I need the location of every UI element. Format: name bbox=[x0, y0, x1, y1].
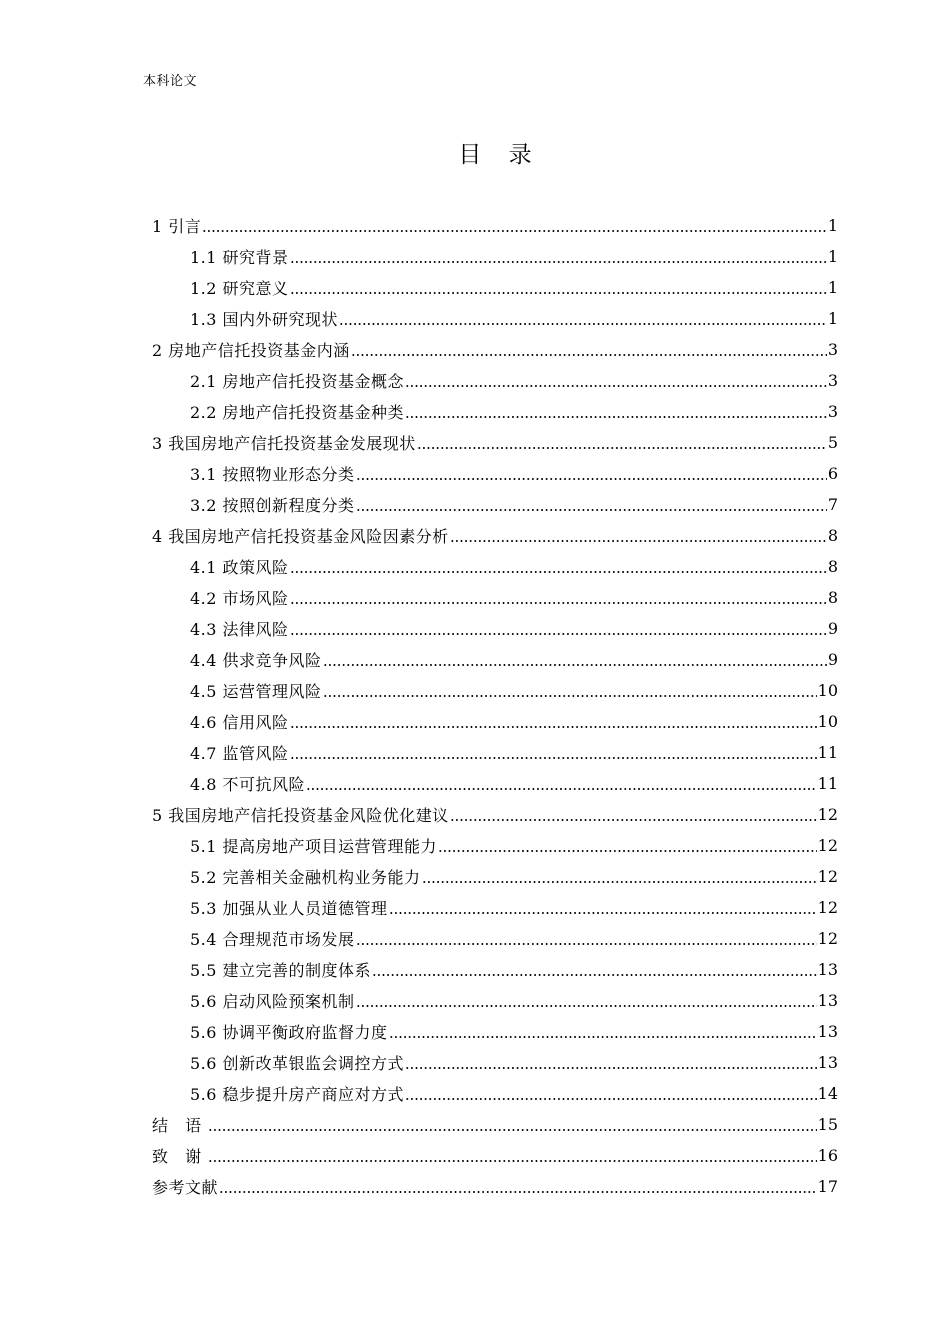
toc-page-number: 1 bbox=[827, 247, 838, 266]
toc-dot-leader bbox=[290, 633, 827, 635]
toc-entry[interactable] bbox=[152, 830, 838, 861]
toc-entry-label: 参考文献 bbox=[152, 1178, 219, 1197]
toc-entry[interactable] bbox=[152, 799, 838, 830]
toc-dot-leader bbox=[356, 1005, 817, 1007]
toc-dot-leader bbox=[290, 292, 827, 294]
toc-entry[interactable] bbox=[152, 458, 838, 489]
toc-entry-label: 4.2 市场风险 bbox=[190, 589, 289, 608]
toc-page-number: 3 bbox=[827, 340, 838, 359]
toc-entry-label: 3 我国房地产信托投资基金发展现状 bbox=[152, 434, 416, 453]
toc-title: 目 录 bbox=[458, 142, 542, 168]
toc-page-number: 12 bbox=[817, 805, 838, 824]
toc-dot-leader bbox=[450, 819, 817, 821]
toc-entry[interactable] bbox=[152, 1171, 838, 1202]
toc-dot-leader bbox=[290, 602, 827, 604]
toc-dot-leader bbox=[306, 788, 817, 790]
toc-entry[interactable] bbox=[152, 1109, 838, 1140]
toc-dot-leader bbox=[219, 1191, 817, 1193]
toc-dot-leader bbox=[405, 1067, 817, 1069]
toc-page-number: 1 bbox=[827, 309, 838, 328]
toc-dot-leader bbox=[389, 912, 817, 914]
toc-page-number: 13 bbox=[817, 991, 838, 1010]
toc-page-number: 14 bbox=[817, 1084, 838, 1103]
toc-entry-label: 1 引言 bbox=[152, 217, 202, 236]
toc-entry-label: 5.6 协调平衡政府监督力度 bbox=[190, 1023, 388, 1042]
toc-dot-leader bbox=[450, 540, 827, 542]
toc-entry[interactable] bbox=[152, 768, 838, 799]
toc-page-number: 3 bbox=[827, 402, 838, 421]
toc-entry-label: 4.8 不可抗风险 bbox=[190, 775, 306, 794]
toc-page-number: 3 bbox=[827, 371, 838, 390]
toc-entry[interactable] bbox=[152, 272, 838, 303]
toc-dot-leader bbox=[372, 974, 817, 976]
toc-page-number: 8 bbox=[827, 526, 838, 545]
toc-entry-label: 2.2 房地产信托投资基金种类 bbox=[190, 403, 405, 422]
toc-dot-leader bbox=[389, 1036, 817, 1038]
toc-dot-leader bbox=[208, 1129, 817, 1131]
toc-page-number: 6 bbox=[827, 464, 838, 483]
toc-entry-label: 3.2 按照创新程度分类 bbox=[190, 496, 355, 515]
toc-dot-leader bbox=[323, 664, 827, 666]
toc-entry[interactable] bbox=[152, 1016, 838, 1047]
toc-entry-label: 5.3 加强从业人员道德管理 bbox=[190, 899, 388, 918]
toc-entry-label: 4.1 政策风险 bbox=[190, 558, 289, 577]
toc-entry[interactable] bbox=[152, 582, 838, 613]
toc-entry-label: 4.7 监管风险 bbox=[190, 744, 289, 763]
toc-page-number: 5 bbox=[827, 433, 838, 452]
toc-entry-label: 4.3 法律风险 bbox=[190, 620, 289, 639]
toc-dot-leader bbox=[208, 1160, 817, 1162]
toc-entry[interactable] bbox=[152, 892, 838, 923]
toc-entry-label: 5.2 完善相关金融机构业务能力 bbox=[190, 868, 421, 887]
toc-dot-leader bbox=[356, 478, 827, 480]
toc-entry-label: 5 我国房地产信托投资基金风险优化建议 bbox=[152, 806, 449, 825]
toc-page-number: 12 bbox=[817, 898, 838, 917]
toc-dot-leader bbox=[356, 509, 827, 511]
toc-entry[interactable] bbox=[152, 644, 838, 675]
toc-page-number: 11 bbox=[817, 774, 838, 793]
toc-dot-leader bbox=[290, 571, 827, 573]
toc-page-number: 9 bbox=[827, 650, 838, 669]
toc-page-number: 10 bbox=[817, 681, 838, 700]
toc-entry[interactable] bbox=[152, 613, 838, 644]
toc-entry-label: 2 房地产信托投资基金内涵 bbox=[152, 341, 350, 360]
toc-entry-label: 4 我国房地产信托投资基金风险因素分析 bbox=[152, 527, 449, 546]
toc-entry-label: 4.5 运营管理风险 bbox=[190, 682, 322, 701]
toc-entry-label: 2.1 房地产信托投资基金概念 bbox=[190, 372, 405, 391]
toc-entry[interactable] bbox=[152, 334, 838, 365]
toc-page-number: 16 bbox=[817, 1146, 838, 1165]
running-header: 本科论文 bbox=[143, 74, 198, 89]
toc-dot-leader bbox=[323, 695, 817, 697]
toc-dot-leader bbox=[438, 850, 817, 852]
toc-entry-label: 5.6 稳步提升房产商应对方式 bbox=[190, 1085, 405, 1104]
toc-dot-leader bbox=[356, 943, 817, 945]
toc-page-number: 17 bbox=[817, 1177, 838, 1196]
toc-page-number: 11 bbox=[817, 743, 838, 762]
toc-entry[interactable] bbox=[152, 489, 838, 520]
toc-entry[interactable] bbox=[152, 675, 838, 706]
toc-dot-leader bbox=[417, 447, 827, 449]
toc-entry[interactable] bbox=[152, 396, 838, 427]
toc-entry-label: 1.2 研究意义 bbox=[190, 279, 289, 298]
toc-page-number: 1 bbox=[827, 216, 838, 235]
toc-entry[interactable] bbox=[152, 210, 838, 241]
toc-page-number: 13 bbox=[817, 1053, 838, 1072]
toc-entry[interactable] bbox=[152, 985, 838, 1016]
toc-entry[interactable] bbox=[152, 1140, 838, 1171]
toc-entry-label: 1.1 研究背景 bbox=[190, 248, 289, 267]
toc-entry-label: 1.3 国内外研究现状 bbox=[190, 310, 339, 329]
toc-entry-label: 5.6 启动风险预案机制 bbox=[190, 992, 355, 1011]
toc-dot-leader bbox=[290, 757, 817, 759]
toc-dot-leader bbox=[290, 726, 817, 728]
toc-dot-leader bbox=[405, 416, 827, 418]
toc-page-number: 1 bbox=[827, 278, 838, 297]
toc-page-number: 9 bbox=[827, 619, 838, 638]
toc-dot-leader bbox=[422, 881, 817, 883]
toc-entry-label: 5.1 提高房地产项目运营管理能力 bbox=[190, 837, 438, 856]
toc-entry-label: 5.4 合理规范市场发展 bbox=[190, 930, 355, 949]
toc-entry-label: 5.5 建立完善的制度体系 bbox=[190, 961, 372, 980]
toc-page-number: 13 bbox=[817, 960, 838, 979]
toc-page-number: 8 bbox=[827, 588, 838, 607]
toc-entry-label: 5.6 创新改革银监会调控方式 bbox=[190, 1054, 405, 1073]
toc-dot-leader bbox=[290, 261, 827, 263]
toc-entry[interactable] bbox=[152, 520, 838, 551]
toc-entry[interactable] bbox=[152, 427, 838, 458]
toc-entry[interactable] bbox=[152, 1047, 838, 1078]
toc-page-number: 15 bbox=[817, 1115, 838, 1134]
toc-entry[interactable] bbox=[152, 241, 838, 272]
toc-entry[interactable] bbox=[152, 861, 838, 892]
toc-entry[interactable] bbox=[152, 1078, 838, 1109]
toc-page-number: 8 bbox=[827, 557, 838, 576]
toc-entry[interactable] bbox=[152, 954, 838, 985]
toc-dot-leader bbox=[405, 385, 827, 387]
toc-entry-label: 3.1 按照物业形态分类 bbox=[190, 465, 355, 484]
toc-entry-label: 结 语 bbox=[152, 1116, 208, 1135]
table-of-contents bbox=[152, 210, 838, 1202]
toc-page-number: 13 bbox=[817, 1022, 838, 1041]
toc-entry[interactable] bbox=[152, 303, 838, 334]
toc-entry[interactable] bbox=[152, 551, 838, 582]
toc-page-number: 10 bbox=[817, 712, 838, 731]
toc-page-number: 7 bbox=[827, 495, 838, 514]
toc-entry-label: 致 谢 bbox=[152, 1147, 208, 1166]
toc-dot-leader bbox=[202, 230, 827, 232]
toc-entry[interactable] bbox=[152, 737, 838, 768]
toc-dot-leader bbox=[351, 354, 827, 356]
toc-entry-label: 4.6 信用风险 bbox=[190, 713, 289, 732]
toc-page-number: 12 bbox=[817, 929, 838, 948]
toc-entry[interactable] bbox=[152, 365, 838, 396]
toc-entry[interactable] bbox=[152, 923, 838, 954]
toc-entry[interactable] bbox=[152, 706, 838, 737]
toc-entry-label: 4.4 供求竞争风险 bbox=[190, 651, 322, 670]
toc-page-number: 12 bbox=[817, 836, 838, 855]
toc-dot-leader bbox=[339, 323, 827, 325]
toc-page-number: 12 bbox=[817, 867, 838, 886]
toc-dot-leader bbox=[405, 1098, 817, 1100]
